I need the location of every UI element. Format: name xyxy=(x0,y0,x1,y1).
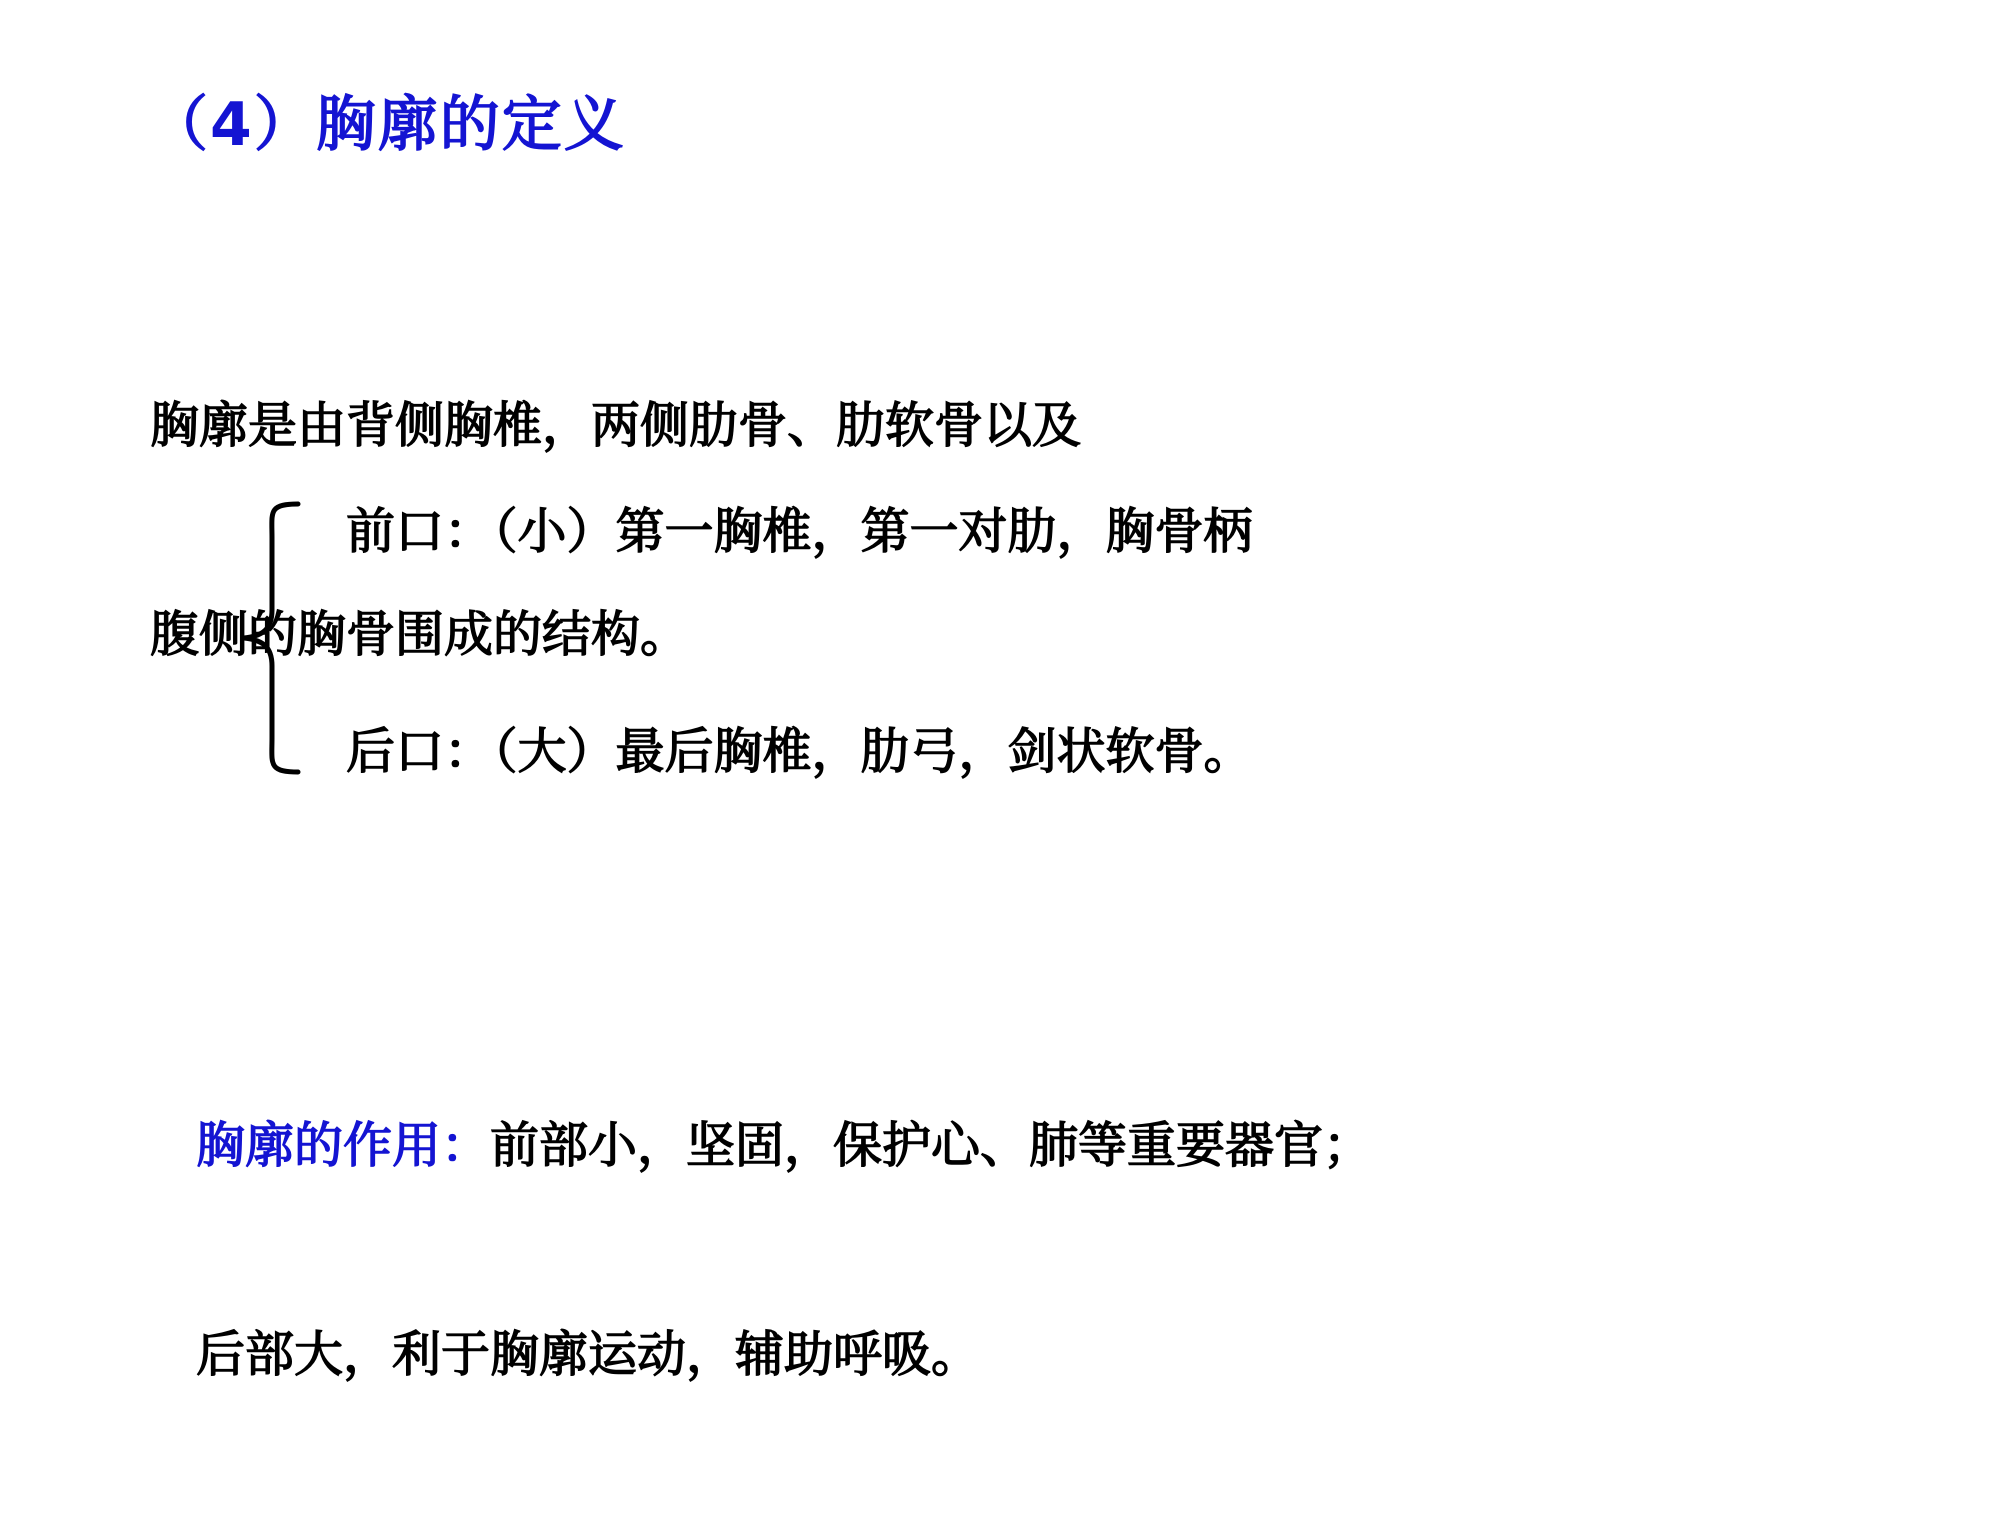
function-label: 胸廓的作用： xyxy=(196,1117,491,1175)
curly-brace-icon xyxy=(228,498,318,778)
openings-group xyxy=(228,498,1748,798)
front-opening-text: 前口：（小）第一胸椎，第一对肋，胸骨柄 xyxy=(346,503,1253,560)
function-line-1-rest: 前部小，坚固，保护心、肺等重要器官； xyxy=(490,1117,1373,1175)
back-opening-text: 后口：（大）最后胸椎，肋弓，剑状软骨。 xyxy=(346,723,1253,780)
function-paragraph xyxy=(196,972,1372,1529)
function-line-2: 后部大，利于胸廓运动，辅助呼吸。 xyxy=(196,1325,981,1383)
page-title: （4）胸廓的定义 xyxy=(148,90,626,160)
definition-line-2: 腹侧的胸骨围成的结构。 xyxy=(150,605,690,663)
definition-line-1: 胸廓是由背侧胸椎，两侧肋骨、肋软骨以及 xyxy=(150,397,1082,455)
function-line-1 xyxy=(196,1111,1372,1181)
